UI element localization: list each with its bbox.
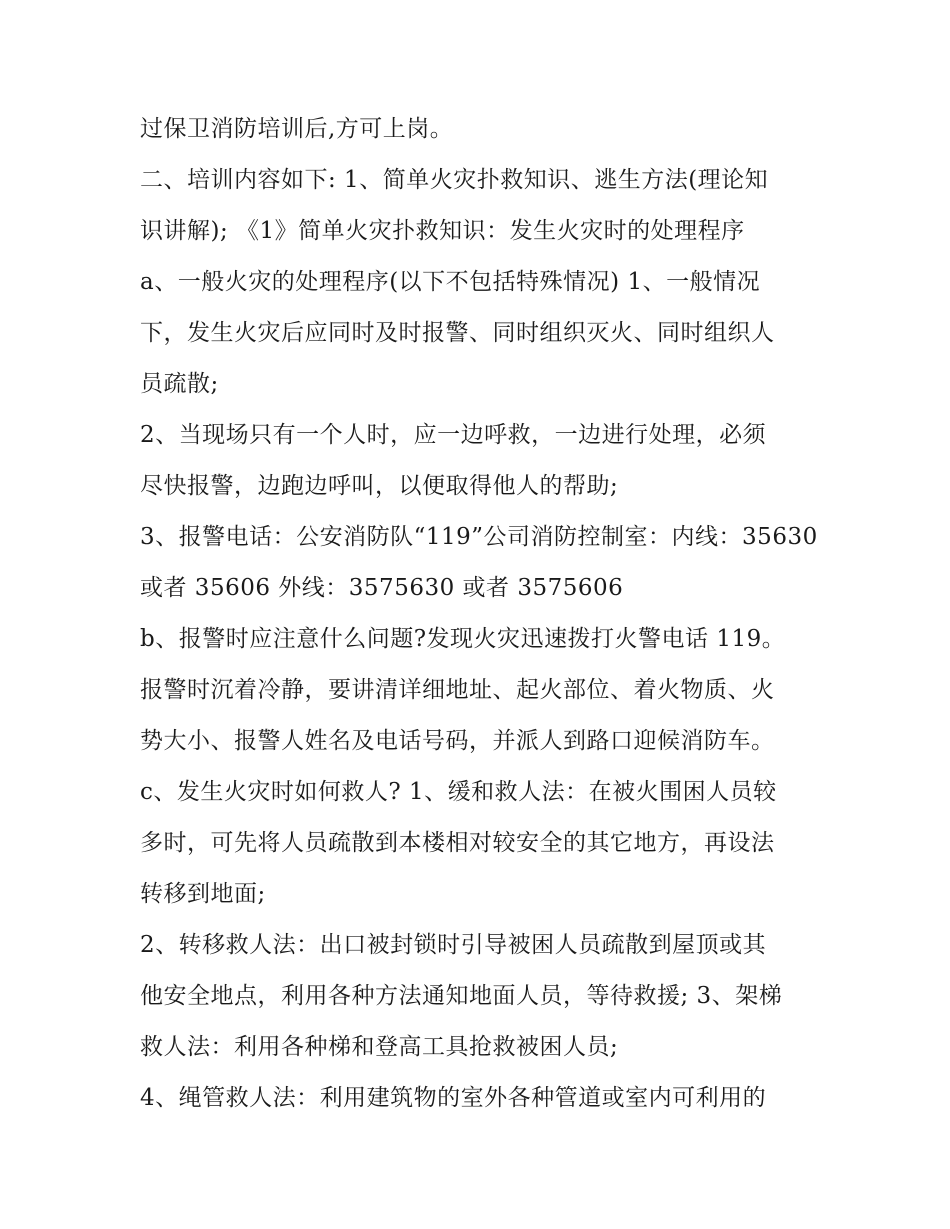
text-line: 势大小、报警人姓名及电话号码，并派人到路口迎候消防车。 [140, 728, 775, 754]
text-line: 3、报警电话：公安消防队“119”公司消防控制室：内线：35630 [140, 524, 818, 550]
text-line: 下，发生火灾后应同时及时报警、同时组织灭火、同时组织人 [140, 320, 775, 346]
document-body [140, 104, 820, 1124]
text-line: 识讲解); 《1》简单火灾扑救知识：发生火灾时的处理程序 [140, 218, 745, 244]
text-line: 员疏散; [140, 371, 219, 397]
text-line: 2、当现场只有一个人时，应一边呼救，一边进行处理，必须 [140, 422, 767, 448]
text-line: 或者 35606 外线：3575630 或者 3575606 [140, 575, 624, 601]
text-line: 转移到地面; [140, 881, 266, 907]
text-line: 尽快报警，边跑边呼叫，以便取得他人的帮助; [140, 473, 619, 499]
text-line: 二、培训内容如下: 1、简单火灾扑救知识、逃生方法(理论知 [140, 167, 769, 193]
text-line: 2、转移救人法：出口被封锁时引导被困人员疏散到屋顶或其 [140, 932, 767, 958]
text-line: 多时，可先将人员疏散到本楼相对较安全的其它地方，再设法 [140, 830, 775, 856]
text-line: b、报警时应注意什么问题?发现火灾迅速拨打火警电话 119。 [140, 626, 786, 652]
text-line: 他安全地点，利用各种方法通知地面人员，等待救援; 3、架梯 [140, 983, 783, 1009]
text-line: 过保卫消防培训后,方可上岗。 [140, 116, 454, 142]
text-line: 报警时沉着冷静，要讲清详细地址、起火部位、着火物质、火 [140, 677, 775, 703]
text-line: 4、绳管救人法：利用建筑物的室外各种管道或室内可利用的 [140, 1085, 767, 1111]
text-line: c、发生火灾时如何救人? 1、缓和救人法：在被火围困人员较 [140, 779, 777, 805]
text-line: a、一般火灾的处理程序(以下不包括特殊情况) 1、一般情况 [140, 269, 761, 295]
text-line: 救人法：利用各种梯和登高工具抢救被困人员; [140, 1034, 619, 1060]
